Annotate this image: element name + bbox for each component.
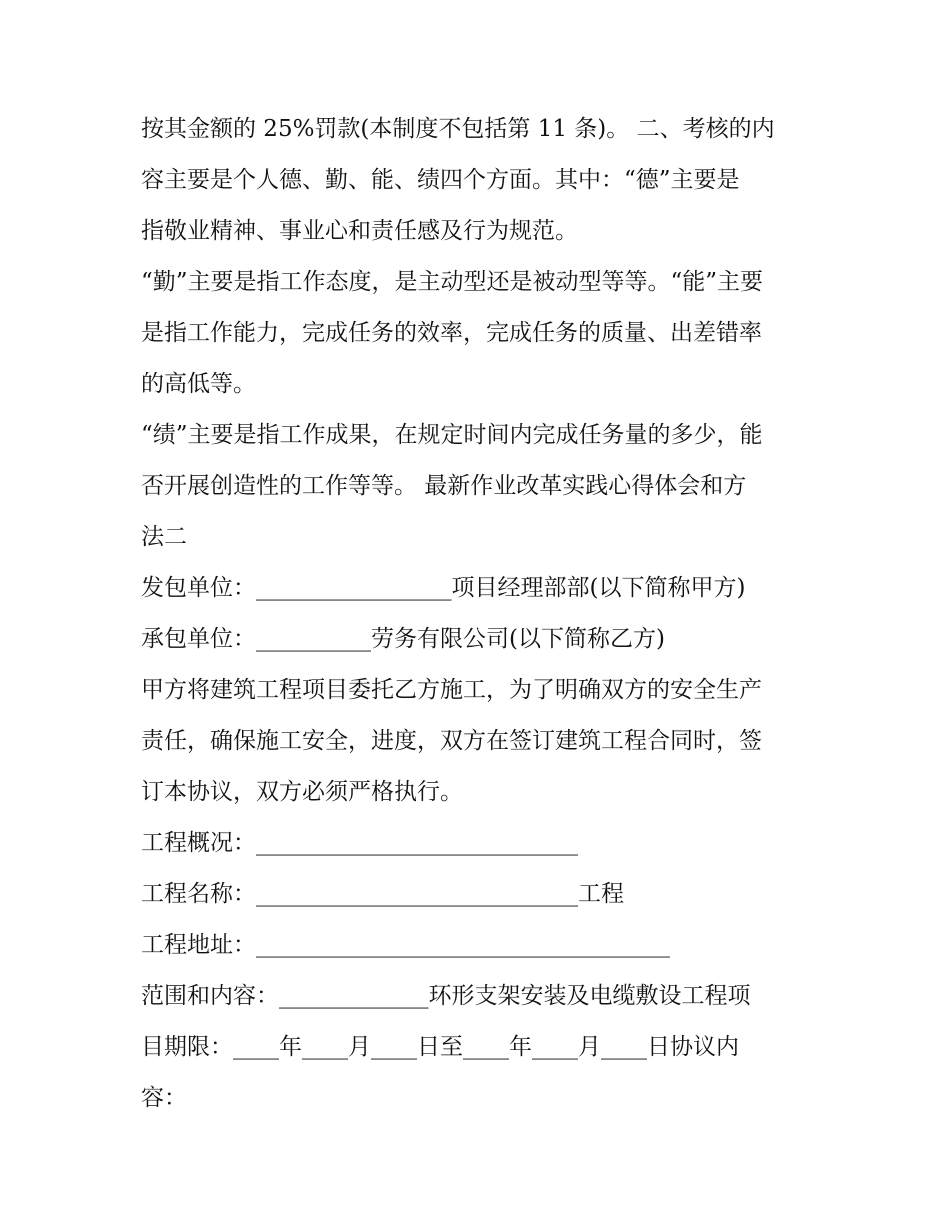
scope-line: 范围和内容：_____________环形支架安装及电缆敷设工程项	[141, 983, 751, 1009]
subcontractor-line: 承包单位：__________劳务有限公司(以下简称乙方)	[141, 626, 665, 652]
text-line: 按其金额的 25%罚款(本制度不包括第 11 条)。 二、考核的内	[141, 116, 775, 142]
text-line: 指敬业精神、事业心和责任感及行为规范。	[141, 218, 578, 244]
text-line: 法二	[141, 524, 187, 550]
text-line: 甲方将建筑工程项目委托乙方施工，为了明确双方的安全生产	[141, 677, 762, 703]
text-line: 容主要是个人德、勤、能、绩四个方面。其中：“德”主要是	[141, 167, 740, 193]
term-line: 目期限：____年____月____日至____年____月____日协议内	[141, 1034, 739, 1060]
text-line: 的高低等。	[141, 371, 256, 397]
project-address-line: 工程地址：____________________________________	[141, 932, 670, 958]
text-line: 否开展创造性的工作等等。 最新作业改革实践心得体会和方	[141, 473, 747, 499]
document-body	[141, 104, 821, 1124]
project-name-line: 工程名称：____________________________工程	[141, 881, 624, 907]
text-line: 容：	[141, 1085, 187, 1111]
project-overview-line: 工程概况：____________________________	[141, 830, 578, 856]
text-line: “勤”主要是指工作态度，是主动型还是被动型等等。“能”主要	[141, 269, 764, 295]
text-line: 订本协议，双方必须严格执行。	[141, 779, 463, 805]
text-line: “绩”主要是指工作成果，在规定时间内完成任务量的多少，能	[141, 422, 763, 448]
text-line: 是指工作能力，完成任务的效率，完成任务的质量、出差错率	[141, 320, 762, 346]
text-line: 责任，确保施工安全，进度，双方在签订建筑工程合同时，签	[141, 728, 762, 754]
contractor-line: 发包单位：_________________项目经理部部(以下简称甲方)	[141, 575, 746, 601]
